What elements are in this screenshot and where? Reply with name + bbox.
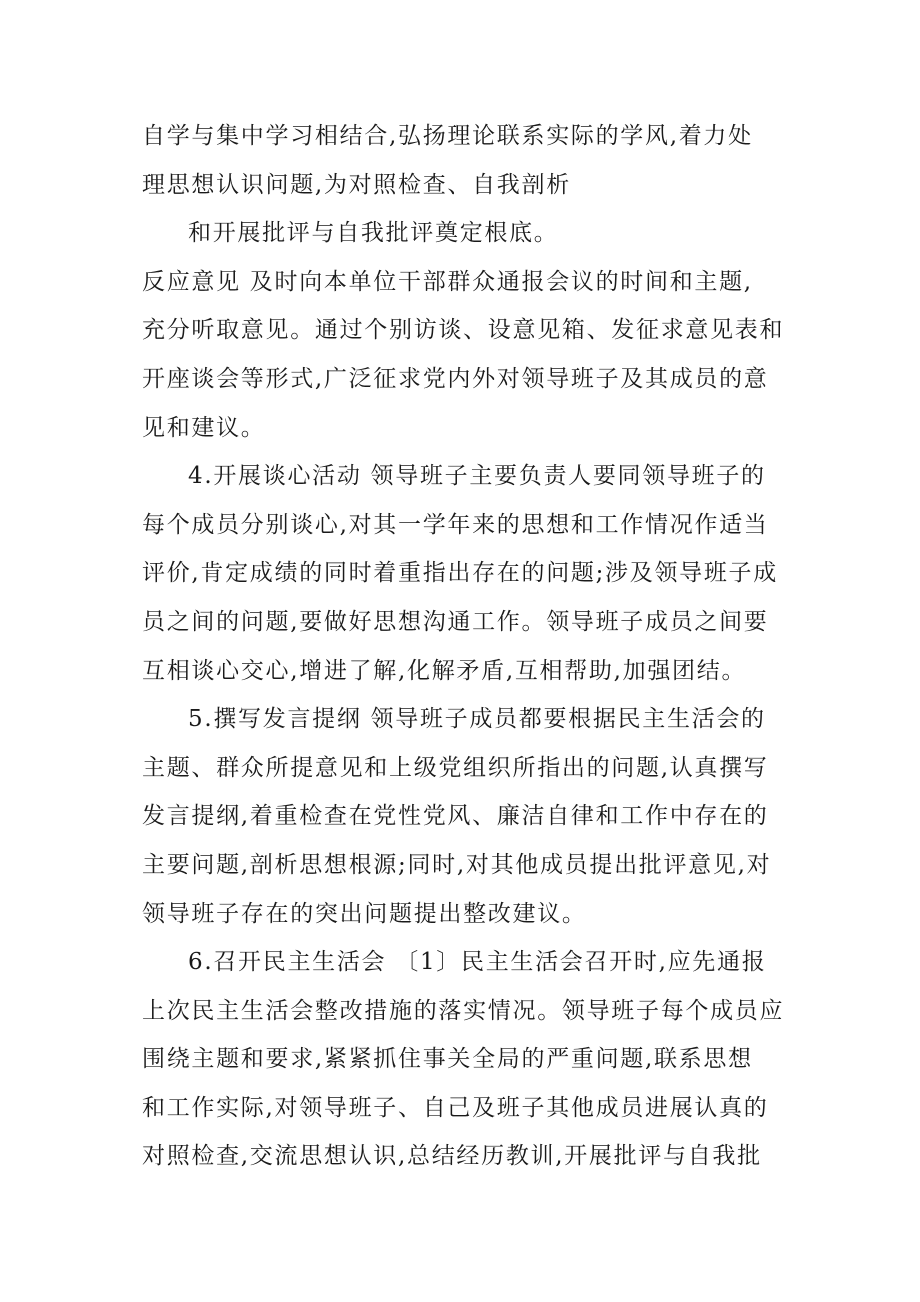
text-line: 每个成员分别谈心,对其一学年来的思想和工作情况作适当 xyxy=(142,511,769,538)
text-line: 自学与集中学习相结合,弘扬理论联系实际的学风,着力处 xyxy=(142,123,753,149)
text-line: 和工作实际,对领导班子、自己及班子其他成员进展认真的 xyxy=(142,1094,769,1121)
text-line: 反应意见 及时向本单位干部群众通报会议的时间和主题, xyxy=(142,268,753,295)
text-line: 4.开展谈心活动 领导班子主要负责人要同领导班子的 xyxy=(188,463,766,490)
text-line: 上次民主生活会整改措施的落实情况。领导班子每个成员应 xyxy=(142,997,785,1024)
text-line: 5.撰写发言提纲 领导班子成员都要根据民主生活会的 xyxy=(188,706,766,733)
text-line: 主题、群众所提意见和上级党组织所指出的问题,认真撰写 xyxy=(142,754,769,781)
text-line: 评价,肯定成绩的同时着重指出存在的问题;涉及领导班子成 xyxy=(142,560,778,587)
text-line: 发言提纲,着重检查在党性党风、廉洁自律和工作中存在的 xyxy=(142,803,769,830)
text-line: 开座谈会等形式,广泛征求党内外对领导班子及其成员的意 xyxy=(142,365,769,392)
text-line: 和开展批评与自我批评奠定根底。 xyxy=(188,220,559,247)
text-line: 员之间的问题,要做好思想沟通工作。领导班子成员之间要 xyxy=(142,608,769,635)
text-line: 理思想认识问题,为对照检查、自我剖析 xyxy=(142,171,571,198)
text-line: 主要问题,剖析思想根源;同时,对其他成员提出批评意见,对 xyxy=(142,851,772,878)
text-line: 见和建议。 xyxy=(142,414,266,441)
text-line: 对照检查,交流思想认识,总结经历教训,开展批评与自我批 xyxy=(142,1143,762,1170)
text-line: 领导班子存在的突出问题提出整改建议。 xyxy=(142,900,587,927)
text-line: 6.召开民主生活会 〔1〕民主生活会召开时,应先通报 xyxy=(188,949,767,976)
text-line: 围绕主题和要求,紧紧抓住事关全局的严重问题,联系思想 xyxy=(142,1046,753,1073)
text-line: 充分听取意见。通过个别访谈、设意见箱、发征求意见表和 xyxy=(142,317,785,344)
text-line: 互相谈心交心,增进了解,化解矛盾,互相帮助,加强团结。 xyxy=(142,657,747,684)
document-body xyxy=(142,112,785,1181)
